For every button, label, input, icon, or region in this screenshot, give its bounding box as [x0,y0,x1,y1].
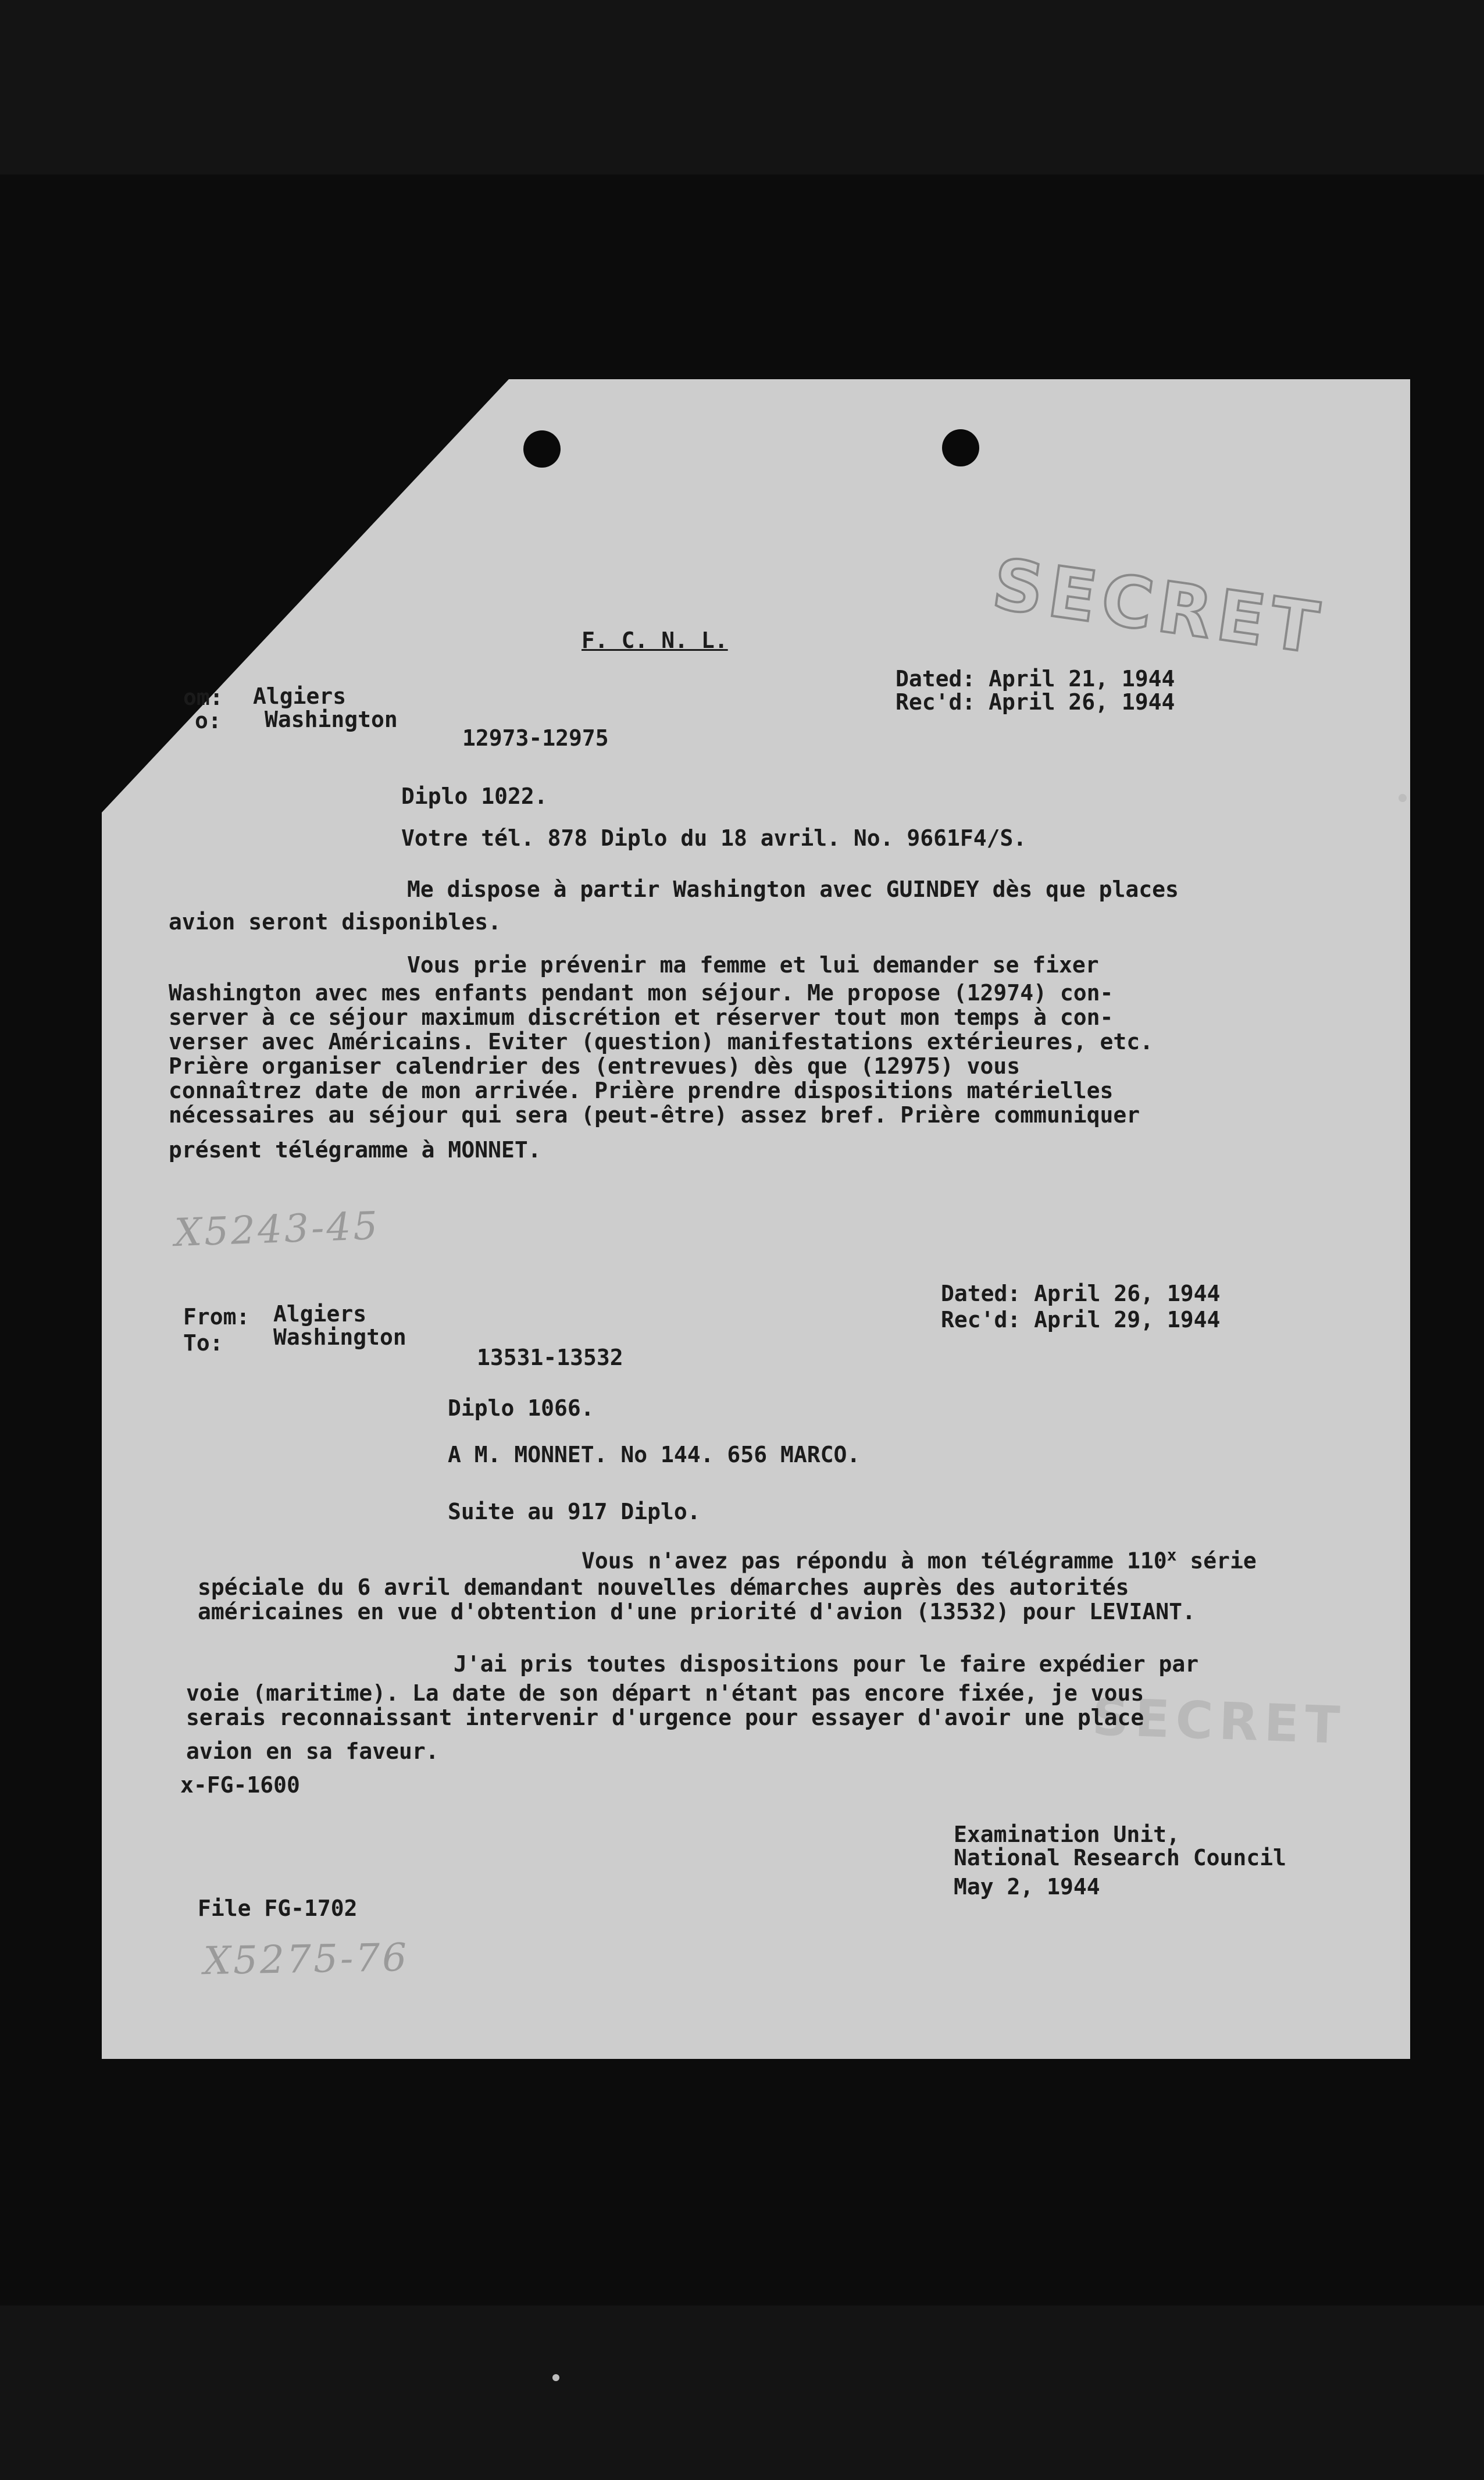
msg2-line-text: Vous n'avez pas répondu à mon télégramme 110 [582,1548,1167,1574]
msg1-from-label: om: [183,685,223,710]
msg2-to-value: Washington [273,1324,406,1350]
punch-hole-left [523,430,561,468]
msg1-diplo: Diplo 1022. [401,783,548,809]
msg2-line: américaines en vue d'obtention d'une priorité d'avion (13532) pour LEVIANT. [198,1599,1196,1624]
msg2-line: serais reconnaissant intervenir d'urgence pour essayer d'avoir une place [186,1705,1144,1730]
msg1-line: Washington avec mes enfants pendant mon séjour. Me propose (12974) con- [169,980,1114,1006]
msg2-groups: 13531-13532 [477,1345,623,1370]
msg1-line: connaîtrez date de mon arrivée. Prière prendre dispositions matérielles [169,1078,1114,1103]
superscript-x: x [1166,1545,1177,1565]
msg1-line: nécessaires au séjour qui sera (peut-être) assez bref. Prière communiquer [169,1102,1140,1128]
msg1-line: présent télégramme à MONNET. [169,1137,541,1163]
msg2-line: avion en sa faveur. [186,1738,439,1764]
header-title: F. C. N. L. [582,628,728,653]
film-speck [552,2374,559,2381]
msg1-from-value: Algiers [253,683,347,709]
msg2-from-label: From: [183,1304,250,1330]
msg2-line: spéciale du 6 avril demandant nouvelles démarches auprès des autorités [198,1574,1129,1600]
msg1-line: verser avec Américains. Eviter (question) manifestations extérieures, etc. [169,1029,1153,1054]
msg2-line [582,1544,1257,1572]
file-reference: File FG-1702 [198,1895,358,1921]
cross-reference: x-FG-1600 [180,1772,300,1798]
msg2-serie: série [1190,1548,1257,1574]
signature-line-1: Examination Unit, [954,1822,1180,1847]
msg1-line: server à ce séjour maximum discrétion et réserver tout mon temps à con- [169,1004,1114,1030]
signature-line-3: May 2, 1944 [954,1874,1100,1900]
msg1-line: Me dispose à partir Washington avec GUINDEY dès que places [407,876,1179,902]
msg1-line: Prière organiser calendrier des (entrevues) dès que (12975) vous [169,1053,1021,1079]
msg2-dated: Dated: April 26, 1944 [941,1281,1221,1306]
msg1-recd: Rec'd: April 26, 1944 [896,689,1175,715]
handwritten-reference-2: X5275-76 [203,1934,409,1984]
msg2-addressee: A M. MONNET. No 144. 656 MARCO. [448,1442,861,1467]
msg2-from-value: Algiers [273,1301,367,1327]
msg1-line: Vous prie prévenir ma femme et lui demander se fixer [407,952,1099,978]
film-band-top [0,0,1484,174]
msg2-to-label: To: [183,1330,223,1356]
msg1-dated: Dated: April 21, 1944 [896,666,1175,692]
msg1-to-value: Washington [265,707,398,732]
msg1-line: avion seront disponibles. [169,909,501,935]
msg2-diplo: Diplo 1066. [448,1395,594,1421]
msg2-suite: Suite au 917 Diplo. [448,1499,701,1524]
msg1-to-label: o: [195,708,222,733]
secret-stamp-top: SECRET [987,544,1329,671]
film-speck [1399,794,1407,802]
film-band-bottom [0,2306,1484,2480]
punch-hole-right [942,429,979,466]
msg1-groups: 12973-12975 [462,725,609,751]
secret-stamp-bottom: SECRET [1091,1687,1347,1756]
msg2-recd: Rec'd: April 29, 1944 [941,1307,1221,1332]
signature-line-2: National Research Council [954,1845,1286,1870]
handwritten-reference-1: X5243-45 [173,1203,381,1256]
msg2-line: voie (maritime). La date de son départ n'étant pas encore fixée, je vous [186,1680,1144,1706]
msg1-ref: Votre tél. 878 Diplo du 18 avril. No. 9661F4/S. [401,825,1027,851]
msg2-line: J'ai pris toutes dispositions pour le faire expédier par [454,1651,1199,1677]
